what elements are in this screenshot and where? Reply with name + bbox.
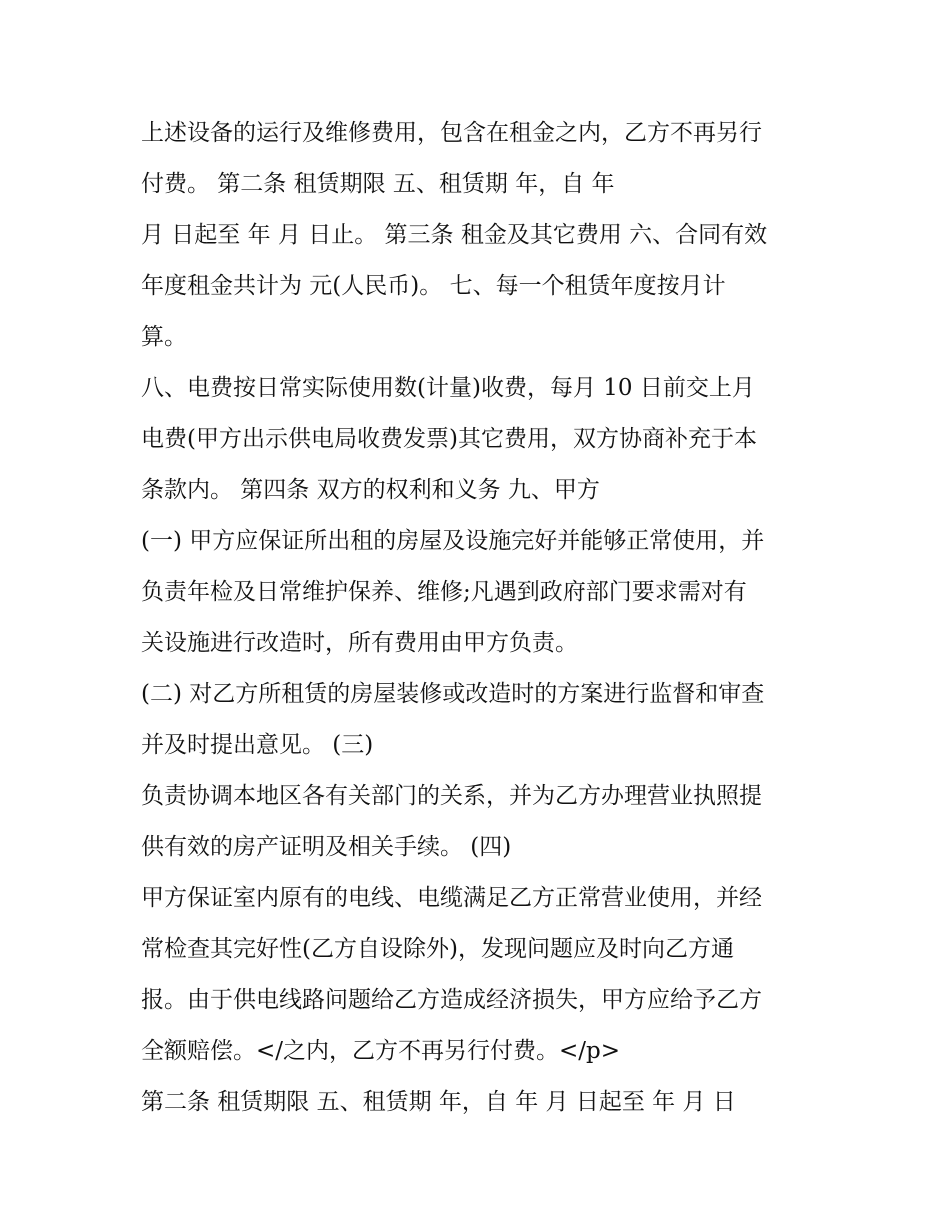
text-line: 负责年检及日常维护保养、维修;凡遇到政府部门要求需对有: [141, 579, 747, 605]
text-line: (一) 甲方应保证所出租的房屋及设施完好并能够正常使用，并: [141, 528, 765, 554]
text-line: 上述设备的运行及维修费用，包含在租金之内，乙方不再另行: [141, 120, 762, 146]
text-line: (二) 对乙方所租赁的房屋装修或改造时的方案进行监督和审查: [141, 681, 765, 707]
text-line: 甲方保证室内原有的电线、电缆满足乙方正常营业使用，并经: [141, 885, 762, 911]
text-line: 电费(甲方出示供电局收费发票)其它费用，双方协商补充于本: [141, 426, 757, 452]
text-line: 第二条 租赁期限 五、租赁期 年，自 年 月 日起至 年 月 日: [141, 1089, 736, 1115]
document-body: [141, 108, 821, 1128]
text-line: 付费。 第二条 租赁期限 五、租赁期 年，自 年: [141, 171, 615, 197]
text-line: 算。: [141, 324, 187, 350]
text-line: 月 日起至 年 月 日止。 第三条 租金及其它费用 六、合同有效: [141, 222, 768, 248]
text-line: 条款内。 第四条 双方的权利和义务 九、甲方: [141, 477, 600, 503]
text-line: 报。由于供电线路问题给乙方造成经济损失，甲方应给予乙方: [141, 987, 762, 1013]
text-line: 关设施进行改造时，所有费用由甲方负责。: [141, 630, 578, 656]
text-line: 八、电费按日常实际使用数(计量)收费，每月 10 日前交上月: [141, 375, 755, 401]
text-line: 供有效的房产证明及相关手续。 (四): [141, 834, 512, 860]
text-line: 全额赔偿。</之内，乙方不再另行付费。</p>: [141, 1038, 621, 1064]
text-line: 负责协调本地区各有关部门的关系，并为乙方办理营业执照提: [141, 783, 762, 809]
text-line: 年度租金共计为 元(人民币)。 七、每一个租赁年度按月计: [141, 273, 726, 299]
text-line: 常检查其完好性(乙方自设除外)，发现问题应及时向乙方通: [141, 936, 734, 962]
text-line: 并及时提出意见。 (三): [141, 732, 374, 758]
